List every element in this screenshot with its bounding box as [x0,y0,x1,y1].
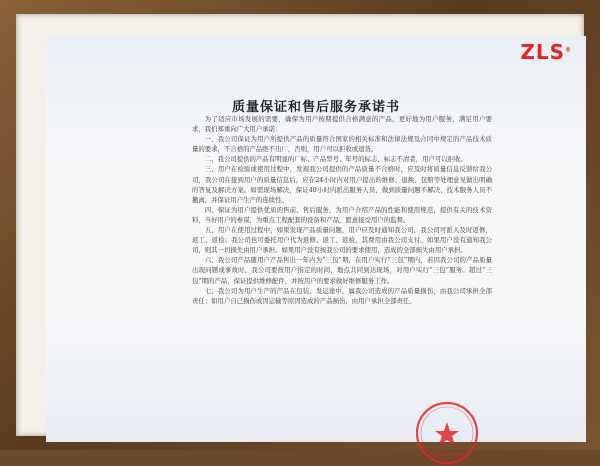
red-seal-stamp [414,400,480,466]
logo-text: ZLS [520,40,565,64]
paragraph-5: 五、用户在使用过程中，如果发现产品质量问题，用户应及时通知我公司，我公司可派人及时返修，返工、返检；我公司也可委托用户代为返修、返工、返检，其费用由我公司支付。如果用户没有通知我公司，则其一切损失由用户承担。如果用户没有按我公司的要求使用，造成的全部损失由用户承担。 [192,226,492,255]
certificate-paper [46,36,586,458]
frame-mat [16,14,584,458]
paragraph-intro: 为了适应市场发展的需要，确保为用户按期提供合格满意的产品，更好地为用户服务、满足用户要求，我们郑重向广大用户承诺： [192,115,492,134]
registered-mark: ® [565,46,572,54]
paragraph-4: 四、保证为用户提供优质的售前、售后服务，为用户介绍产品的性能和使用规范，提供有关的技术资料，当好用户的参谋，为重点工程配套的设备和产品，愿意接受用户的监督。 [192,205,492,224]
paragraph-1: 一、我公司保证为用户所提供产品的质量符合国家的相关标准和法律法规及合同中规定的产品技术质量的要求，不合格的产品绝不出厂，否则，用户可以拒收或退货。 [192,135,492,154]
paragraph-3: 三、用户在检验或使用过程中，发现我公司提供的产品质量不合格时，应及时将质量信息反馈给我公司，我公司在接到用户的质量信息后，应在24小时内对用户提出的维修、退换、包赔等处理意见做出明确的答复及解决方案。如需现场解决，保证48小时内派出服务人员，做到质量问题不解决，技术服务人员不撤离，并保证用户生产的连续性。 [192,165,492,204]
seal-text: 质量保证专用章 [429,452,465,458]
company-logo [520,40,572,64]
paragraph-6: 六、我公司产品随用户产品售出一年内为“三包”期，在用户实行“三包”期内，若因我公司的产品质量出现问题或事故时，我公司要按用户指定的时间、地点共同到达现场，对用户实行“三包”服务。超过“三包”期的产品，保证提供维修配件，并按用户的要求做好维修服务工作。 [192,256,492,285]
paragraph-2: 二、我公司提供的产品有明显的厂标、产品型号、年号的标志，标志不清者，用户可以拒收。 [204,155,467,164]
document-title: 质量保证和售后服务承诺书 [231,100,400,115]
document-body [192,114,492,306]
paragraph-7: 七、我公司为用户生产的产品在包装、发运途中，属我公司造成的产品质量损伤，由我公司承担全部责任；如用户自己损伤或因运输等原因造成的产品损伤，由用户承担全部责任。 [192,286,492,305]
